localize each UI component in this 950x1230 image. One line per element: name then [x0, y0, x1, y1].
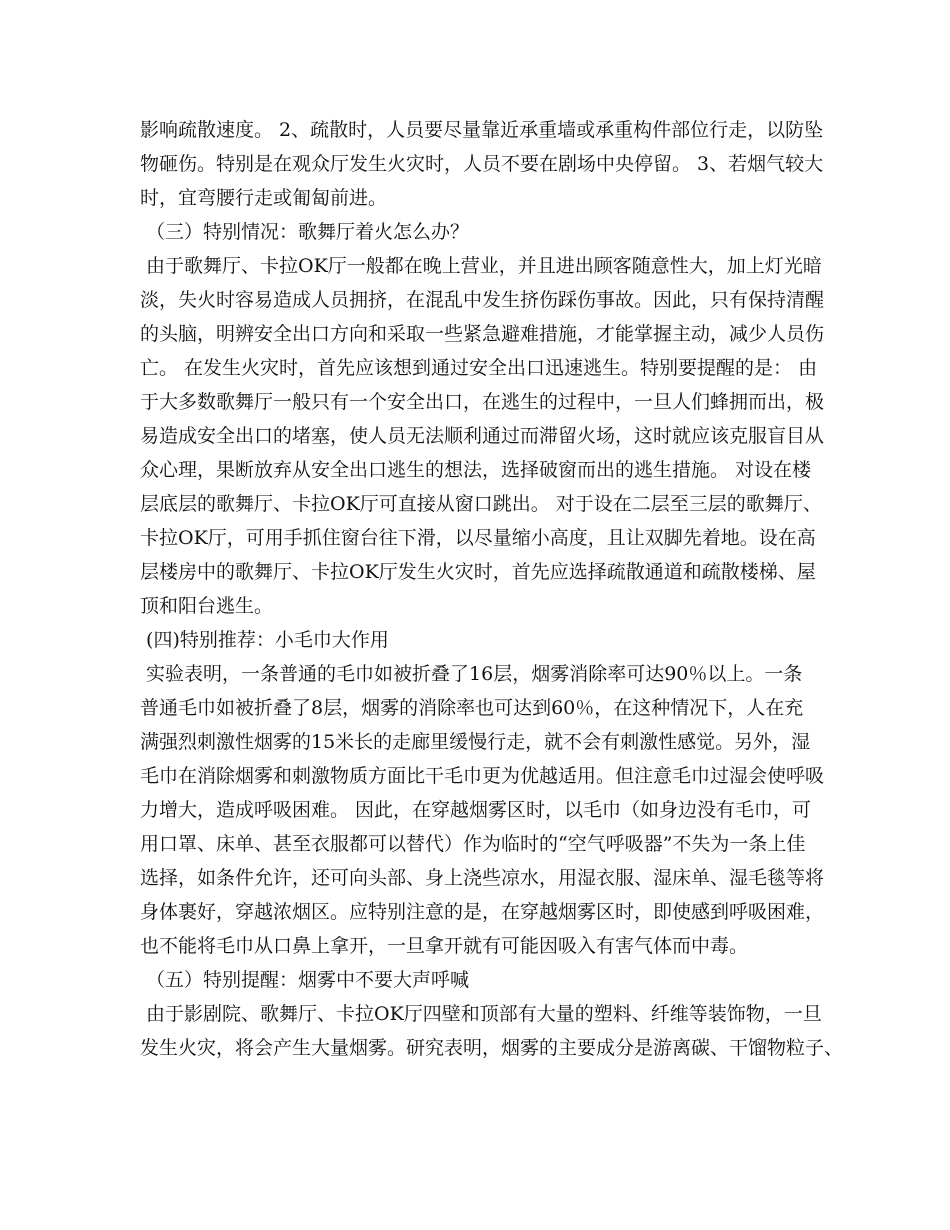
text-line: 卡拉OK厅，可用手抓住窗台往下滑，以尽量缩小高度，且让双脚先着地。设在高 — [140, 527, 816, 549]
text-line: 淡，失火时容易造成人员拥挤，在混乱中发生挤伤踩伤事故。因此，只有保持清醒 — [140, 289, 825, 311]
text-line: 力增大，造成呼吸困难。 因此，在穿越烟雾区时，以毛巾（如身边没有毛巾，可 — [140, 799, 812, 821]
section-heading: （三）特别情况：歌舞厅着火怎么办？ — [140, 221, 470, 243]
text-line: 实验表明，一条普通的毛巾如被折叠了16层，烟雾消除率可达90％以上。一条 — [140, 663, 803, 685]
text-line: 也不能将毛巾从口鼻上拿开，一旦拿开就有可能因吸入有害气体而中毒。 — [140, 935, 749, 957]
text-line: 的头脑，明辨安全出口方向和采取一些紧急避难措施，才能掌握主动，减少人员伤 — [140, 323, 825, 345]
text-line: 由于影剧院、歌舞厅、卡拉OK厅四壁和顶部有大量的塑料、纤维等装饰物，一旦 — [140, 1003, 822, 1025]
text-line: 发生火灾，将会产生大量烟雾。研究表明，烟雾的主要成分是游离碳、干馏物粒子、 — [140, 1037, 844, 1059]
text-line: 时，宜弯腰行走或匍匐前进。 — [140, 187, 388, 209]
text-line: 物砸伤。特别是在观众厅发生火灾时，人员不要在剧场中央停留。 3、若烟气较大 — [140, 153, 824, 175]
text-line: 影响疏散速度。 2、疏散时，人员要尽量靠近承重墙或承重构件部位行走，以防坠 — [140, 119, 824, 141]
text-line: 毛巾在消除烟雾和刺激物质方面比干毛巾更为优越适用。但注意毛巾过湿会使呼吸 — [140, 765, 825, 787]
section-heading: (四)特别推荐：小毛巾大作用 — [140, 629, 389, 651]
text-line: 层楼房中的歌舞厅、卡拉OK厅发生火灾时，首先应选择疏散通道和疏散楼梯、屋 — [140, 561, 816, 583]
text-line: 满强烈刺激性烟雾的15米长的走廊里缓慢行走，就不会有刺激性感觉。另外，湿 — [140, 731, 811, 753]
text-line: 众心理，果断放弃从安全出口逃生的想法，选择破窗而出的逃生措施。 对设在楼 — [140, 459, 812, 481]
text-line: 由于歌舞厅、卡拉OK厅一般都在晚上营业，并且进出顾客随意性大，加上灯光暗 — [140, 255, 822, 277]
text-line: 亡。 在发生火灾时，首先应该想到通过安全出口迅速逃生。特别要提醒的是： 由 — [140, 357, 818, 379]
section-heading: （五）特别提醒：烟雾中不要大声呼喊 — [140, 969, 470, 991]
text-line: 普通毛巾如被折叠了8层，烟雾的消除率也可达到60％，在这种情况下，人在充 — [140, 697, 804, 719]
text-line: 层底层的歌舞厅、卡拉OK厅可直接从窗口跳出。 对于设在二层至三层的歌舞厅、 — [140, 493, 822, 515]
text-line: 于大多数歌舞厅一般只有一个安全出口，在逃生的过程中，一旦人们蜂拥而出，极 — [140, 391, 825, 413]
text-line: 身体裹好，穿越浓烟区。应特别注意的是，在穿越烟雾区时，即使感到呼吸困难， — [140, 901, 825, 923]
text-line: 选择，如条件允许，还可向头部、身上浇些凉水，用湿衣服、湿床单、湿毛毯等将 — [140, 867, 825, 889]
text-line: 易造成安全出口的堵塞，使人员无法顺利通过而滞留火场，这时就应该克服盲目从 — [140, 425, 825, 447]
text-line: 用口罩、床单、甚至衣服都可以替代）作为临时的“空气呼吸器”不失为一条上佳 — [140, 833, 806, 855]
text-line: 顶和阳台逃生。 — [140, 595, 274, 617]
